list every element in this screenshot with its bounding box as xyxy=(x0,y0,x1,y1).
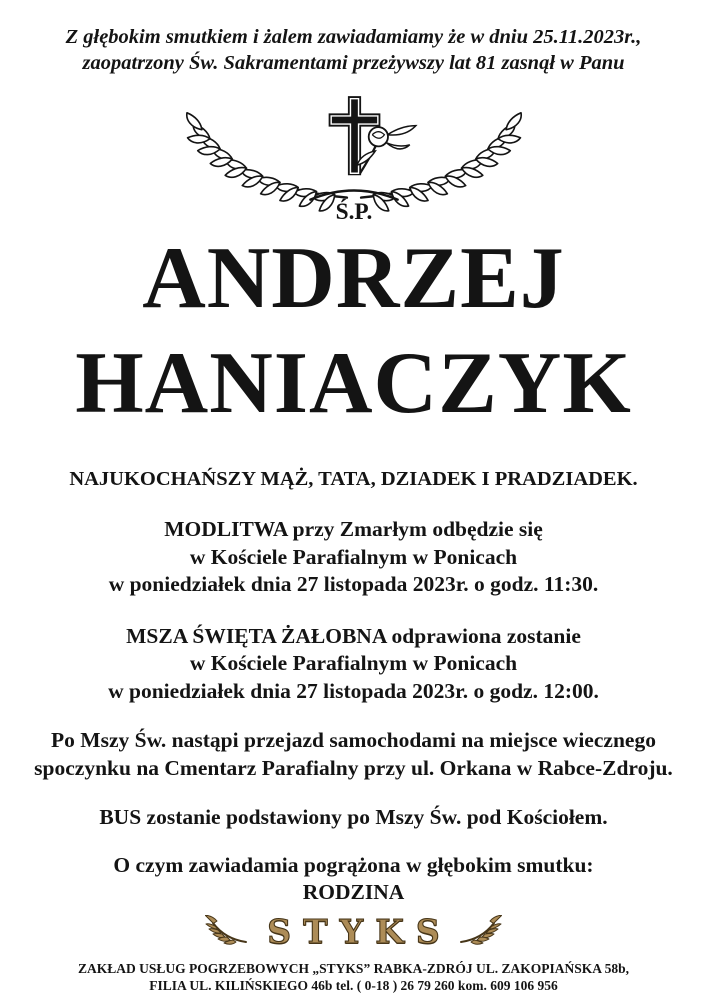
laurel-sprig-right-icon xyxy=(458,915,502,949)
rose-icon xyxy=(357,126,416,174)
announcement-line: w poniedziałek dnia 27 listopada 2023r. o godz. 12:00. xyxy=(108,678,599,703)
laurel-branch-right xyxy=(361,110,523,213)
footer-line-2: FILIA UL. KILIŃSKIEGO 46b tel. ( 0-18 ) 26 79 260 kom. 609 106 956 xyxy=(149,977,558,993)
intro-line-2: zaopatrzony Św. Sakramentami przeżywszy lat 81 zasnął w Panu xyxy=(82,52,625,74)
announcement-bus xyxy=(0,804,707,832)
deceased-last-name: HANIACZYK xyxy=(75,335,632,432)
announcement-line: spoczynku na Cmentarz Parafialny przy ul. Orkana w Rabce-Zdroju. xyxy=(34,755,673,780)
announcement-line: w Kościele Parafialnym w Ponicach xyxy=(189,544,518,569)
intro-text xyxy=(0,0,707,76)
announcement-line: MSZA ŚWIĘTA ŻAŁOBNA odprawiona zostanie xyxy=(126,623,581,648)
laurel-branch-left xyxy=(185,110,347,213)
funeral-home-logo xyxy=(0,909,707,955)
announcement-burial xyxy=(0,727,707,782)
funeral-home-footer xyxy=(0,960,707,994)
memorial-emblem xyxy=(176,84,532,226)
announcement-line: w poniedziałek dnia 27 listopada 2023r. o godz. 11:30. xyxy=(108,572,599,596)
announcement-prayer xyxy=(0,516,707,599)
announcement-line: MODLITWA przy Zmarłym odbędzie się xyxy=(164,517,543,541)
announcement-line: BUS zostanie podstawiony po Mszy Św. pod Kościołem. xyxy=(99,805,608,829)
footer-line-1: ZAKŁAD USŁUG POGRZEBOWYCH „STYKS” RABKA-ZDRÓJ UL. ZAKOPIAŃSKA 58b, xyxy=(78,960,629,976)
intro-line-1: Z głębokim smutkiem i żalem zawiadamiamy że w dniu 25.11.2023r., xyxy=(65,26,642,48)
laurel-sprig-left-icon xyxy=(205,915,249,949)
announcement-line: Po Mszy Św. nastąpi przejazd samochodami na miejsce wiecznego xyxy=(51,728,656,752)
announcement-mass xyxy=(0,623,707,706)
deceased-first-name: ANDRZEJ xyxy=(142,230,565,327)
closing-block xyxy=(0,852,707,907)
closing-line: O czym zawiadamia pogrążona w głębokim smutku: xyxy=(113,852,594,877)
sp-abbreviation: Ś.P. xyxy=(335,198,372,225)
deceased-name xyxy=(0,226,707,436)
relation-line: NAJUKOCHAŃSZY MĄŻ, TATA, DZIADEK I PRADZIADEK. xyxy=(69,468,638,490)
funeral-home-logo-text: STYKS xyxy=(267,912,452,951)
announcement-line: w Kościele Parafialnym w Ponicach xyxy=(189,651,518,675)
closing-signature: RODZINA xyxy=(302,880,405,904)
